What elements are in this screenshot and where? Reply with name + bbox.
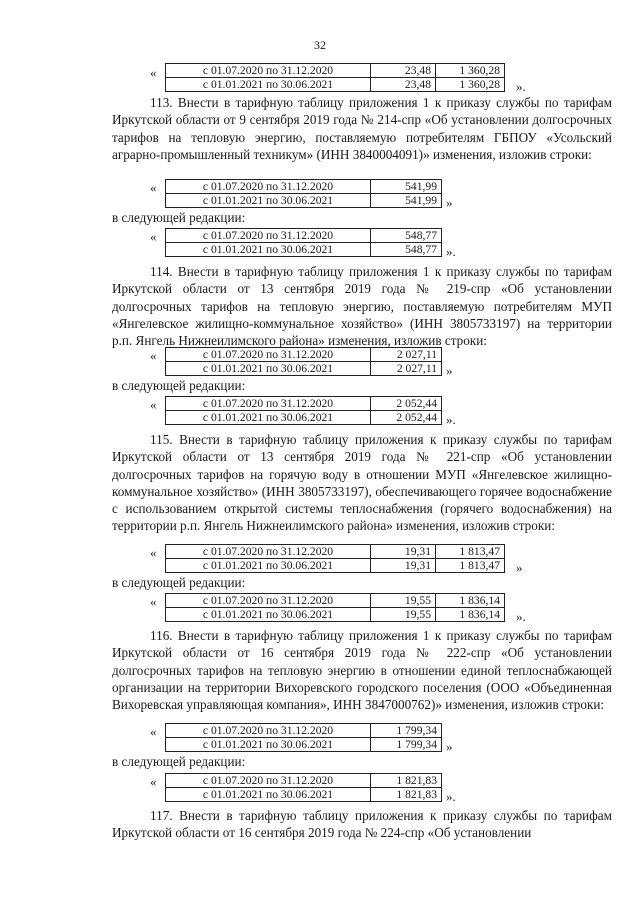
close-quote: » xyxy=(446,739,453,754)
table-row xyxy=(166,229,442,243)
table-row xyxy=(166,78,505,92)
table-row xyxy=(166,194,442,208)
close-quote: ». xyxy=(516,609,526,624)
period-cell: с 01.07.2020 по 31.12.2020 xyxy=(166,397,371,411)
tariff-table-old xyxy=(165,723,442,752)
value-cell: 2 027,11 xyxy=(371,348,442,362)
open-quote: « xyxy=(150,180,157,195)
table-row xyxy=(166,397,442,411)
value-cell: 2 027,11 xyxy=(371,362,442,376)
period-cell: с 01.07.2020 по 31.12.2020 xyxy=(166,594,371,608)
tariff-table-old xyxy=(165,544,505,573)
period-cell: с 01.01.2021 по 30.06.2021 xyxy=(166,559,371,573)
table-row xyxy=(166,362,442,376)
close-quote: ». xyxy=(446,789,456,804)
next-edition-label: в следующей редакции: xyxy=(112,754,246,769)
next-edition-label: в следующей редакции: xyxy=(112,575,246,590)
close-quote: ». xyxy=(446,244,456,259)
open-quote: « xyxy=(150,724,157,739)
period-cell: с 01.01.2021 по 30.06.2021 xyxy=(166,194,371,208)
table-row xyxy=(166,64,505,78)
period-cell: с 01.07.2020 по 31.12.2020 xyxy=(166,348,371,362)
tariff-table-new xyxy=(165,773,442,802)
close-quote: » xyxy=(446,363,453,378)
table-row xyxy=(166,243,442,257)
close-quote: ». xyxy=(446,412,456,427)
table-row xyxy=(166,545,505,559)
period-cell: с 01.07.2020 по 31.12.2020 xyxy=(166,64,371,78)
value-cell: 1 360,28 xyxy=(436,78,505,92)
table-row xyxy=(166,594,505,608)
close-quote: » xyxy=(446,195,453,210)
tariff-table-new xyxy=(165,228,442,257)
open-quote: « xyxy=(150,348,157,363)
period-cell: с 01.01.2021 по 30.06.2021 xyxy=(166,788,371,802)
paragraph-113: 113. Внести в тарифную таблицу приложения 1 к приказу службы по тарифам Иркутской области от 9 сентября 2019 года № 214-спр «Об установлении долгосрочных тарифов на тепловую энергию, поставляемую потребителям ГБПОУ «Усольский аграрно-промышленный техникум» (ИНН 3840004091)» изменения, изложив строки: xyxy=(112,95,612,162)
table-row xyxy=(166,738,442,752)
table-row xyxy=(166,788,442,802)
value-cell: 1 821,83 xyxy=(371,788,442,802)
value-cell: 23,48 xyxy=(371,78,436,92)
table-row xyxy=(166,348,442,362)
tariff-table xyxy=(165,63,505,92)
period-cell: с 01.07.2020 по 31.12.2020 xyxy=(166,545,371,559)
value-cell: 1 813,47 xyxy=(436,545,505,559)
value-cell: 23,48 xyxy=(371,64,436,78)
page-number: 32 xyxy=(314,38,326,52)
open-quote: « xyxy=(150,594,157,609)
open-quote: « xyxy=(150,545,157,560)
table-row xyxy=(166,180,442,194)
close-quote: » xyxy=(516,560,523,575)
tariff-table-new xyxy=(165,593,505,622)
table-row xyxy=(166,608,505,622)
paragraph-116: 116. Внести в тарифную таблицу приложения 1 к приказу службы по тарифам Иркутской области от 16 сентября 2019 года № 222-спр «Об установлении долгосрочных тарифов на тепловую энергию в отношении единой теплоснабжающей организации на территории Вихоревского городского поселения (ООО «Объединенная Вихоревская управляющая компания», ИНН 3847000762)» изменения, изложив строки: xyxy=(112,628,612,713)
tariff-table-old xyxy=(165,347,442,376)
period-cell: с 01.01.2021 по 30.06.2021 xyxy=(166,362,371,376)
table-row xyxy=(166,724,442,738)
value-cell: 548,77 xyxy=(371,243,442,257)
value-cell: 541,99 xyxy=(371,194,442,208)
period-cell: с 01.01.2021 по 30.06.2021 xyxy=(166,78,371,92)
value-cell: 2 052,44 xyxy=(371,411,442,425)
value-cell: 1 813,47 xyxy=(436,559,505,573)
value-cell: 1 836,14 xyxy=(436,608,505,622)
table-row xyxy=(166,774,442,788)
period-cell: с 01.07.2020 по 31.12.2020 xyxy=(166,180,371,194)
open-quote: « xyxy=(150,65,157,80)
close-quote: ». xyxy=(516,79,526,94)
value-cell: 1 360,28 xyxy=(436,64,505,78)
period-cell: с 01.01.2021 по 30.06.2021 xyxy=(166,411,371,425)
value-cell: 19,55 xyxy=(371,594,436,608)
value-cell: 1 836,14 xyxy=(436,594,505,608)
value-cell: 1 821,83 xyxy=(371,774,442,788)
open-quote: « xyxy=(150,229,157,244)
value-cell: 2 052,44 xyxy=(371,397,442,411)
period-cell: с 01.07.2020 по 31.12.2020 xyxy=(166,724,371,738)
value-cell: 19,55 xyxy=(371,608,436,622)
period-cell: с 01.07.2020 по 31.12.2020 xyxy=(166,774,371,788)
paragraph-114: 114. Внести в тарифную таблицу приложения 1 к приказу службы по тарифам Иркутской области от 13 сентября 2019 года № 219-спр «Об установлении долгосрочных тарифов на тепловую энергию, поставляемую потребителям МУП «Янгелевское жилищно-коммунальное хозяйство» (ИНН 3805733197) на территории р.п. Янгель Нижнеилимского района» изменения, изложив строки: xyxy=(112,264,612,349)
paragraph-117: 117. Внести в тарифную таблицу приложения к приказу службы по тарифам Иркутской области от 16 сентября 2019 года № 224-спр «Об установлении xyxy=(112,808,612,841)
open-quote: « xyxy=(150,774,157,789)
open-quote: « xyxy=(150,397,157,412)
next-edition-label: в следующей редакции: xyxy=(112,378,246,393)
period-cell: с 01.01.2021 по 30.06.2021 xyxy=(166,243,371,257)
value-cell: 1 799,34 xyxy=(371,724,442,738)
next-edition-label: в следующей редакции: xyxy=(112,210,246,225)
paragraph-115: 115. Внести в тарифную таблицу приложения к приказу службы по тарифам Иркутской области от 13 сентября 2019 года № 221-спр «Об установлении долгосрочных тарифов на горячую воду в отношении МУП «Янгелевское жилищно-коммунальное хозяйство» (ИНН 3805733197), обеспечивающего горячее водоснабжение с использованием открытой системы теплоснабжения (горячего водоснабжения) на территории р.п. Янгель Нижнеилимского района» изменения, изложив строки: xyxy=(112,432,612,534)
value-cell: 19,31 xyxy=(371,545,436,559)
value-cell: 1 799,34 xyxy=(371,738,442,752)
table-row xyxy=(166,411,442,425)
value-cell: 548,77 xyxy=(371,229,442,243)
period-cell: с 01.07.2020 по 31.12.2020 xyxy=(166,229,371,243)
period-cell: с 01.01.2021 по 30.06.2021 xyxy=(166,738,371,752)
period-cell: с 01.01.2021 по 30.06.2021 xyxy=(166,608,371,622)
table-row xyxy=(166,559,505,573)
value-cell: 19,31 xyxy=(371,559,436,573)
value-cell: 541,99 xyxy=(371,180,442,194)
tariff-table-new xyxy=(165,396,442,425)
tariff-table-old xyxy=(165,179,442,208)
